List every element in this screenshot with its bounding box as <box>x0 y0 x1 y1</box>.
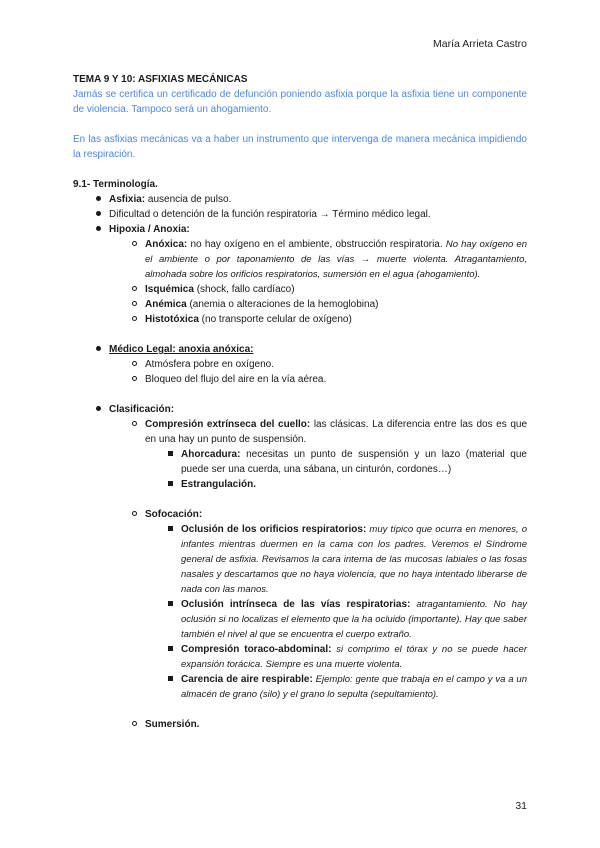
term-asfixia: Asfixia: <box>109 194 146 205</box>
list-item-histotoxica: Histotóxica (no transporte celular de oxígeno) <box>145 312 527 327</box>
square-bullet-icon <box>168 646 173 651</box>
list-item-sofocacion: Sofocación: <box>145 507 527 522</box>
circle-bullet-icon <box>132 376 137 381</box>
bullet-icon <box>96 346 101 351</box>
page-number: 31 <box>515 800 527 812</box>
list-item-ahorcadura: Ahorcadura: necesitas un punto de suspensión y un lazo (material que puede ser una cuerda, una sábana, un cinturón, cordones…) <box>181 447 527 477</box>
list-item-asfixia: Asfixia: ausencia de pulso. <box>109 192 527 207</box>
list-item-carencia: Carencia de aire respirable: Ejemplo: gente que trabaja en el campo y va a un almacén de grano (silo) y el grano lo sepulta (sepultamiento). <box>181 672 527 702</box>
bullet-icon <box>96 211 101 216</box>
list-item-estrangulacion: Estrangulación. <box>181 477 527 492</box>
list-item-compresion-toraco: Compresión toraco-abdominal: si comprimo el tórax y no se puede hacer expansión torácica. Siempre es una muerte violenta. <box>181 642 527 672</box>
section-heading: 9.1- Terminología. <box>73 179 158 190</box>
bullet-icon <box>96 406 101 411</box>
circle-bullet-icon <box>132 511 137 516</box>
circle-bullet-icon <box>132 316 137 321</box>
intro-paragraph-1: Jamás se certifica un certificado de defunción poniendo asfixia porque la asfixia tiene un componente de violencia. Tampoco será un ahogamiento. <box>73 89 527 115</box>
square-bullet-icon <box>168 451 173 456</box>
content-body <box>73 72 527 732</box>
list-item-oclusion-intrinseca: Oclusión intrínseca de las vías respiratorias: atragantamiento. No hay oclusión si no localizas el elemento que la ha ocluido (importante). Hay que saber también el nivel al que se encuentra el cuerpo extraño. <box>181 597 527 642</box>
list-item-compresion: Compresión extrínseca del cuello: las clásicas. La diferencia entre las dos es que en una hay un punto de suspensión. <box>145 417 527 447</box>
intro-paragraph-2: En las asfixias mecánicas va a haber un instrumento que intervenga de manera mecánica impidiendo la respiración. <box>73 134 527 160</box>
list-item-anoxica: Anóxica: no hay oxígeno en el ambiente, obstrucción respiratoria. No hay oxígeno en el ambiente o por taponamiento de las vías → muerte violenta. Atragantamiento, almohada sobre los orificios respiratorios, sumersión en el agua (ahogamiento). <box>145 237 527 282</box>
list-item-hipoxia: Hipoxia / Anoxia: <box>109 222 527 237</box>
list-item-isquemica: Isquémica (shock, fallo cardíaco) <box>145 282 527 297</box>
page-title: TEMA 9 Y 10: ASFIXIAS MECÁNICAS <box>73 74 248 85</box>
square-bullet-icon <box>168 676 173 681</box>
list-item-anemica: Anémica (anemia o alteraciones de la hemoglobina) <box>145 297 527 312</box>
bullet-icon <box>96 196 101 201</box>
list-item-bloqueo: Bloqueo del flujo del aire en la vía aérea. <box>145 372 527 387</box>
list-item-medico-legal: Médico Legal: anoxia anóxica: <box>109 342 527 357</box>
square-bullet-icon <box>168 526 173 531</box>
list-item-atmosfera: Atmósfera pobre en oxígeno. <box>145 357 527 372</box>
circle-bullet-icon <box>132 421 137 426</box>
circle-bullet-icon <box>132 361 137 366</box>
bullet-icon <box>96 226 101 231</box>
circle-bullet-icon <box>132 301 137 306</box>
list-item-dificultad: Dificultad o detención de la función respiratoria → Término médico legal. <box>109 207 527 222</box>
square-bullet-icon <box>168 481 173 486</box>
circle-bullet-icon <box>132 286 137 291</box>
circle-bullet-icon <box>132 241 137 246</box>
author-header: María Arrieta Castro <box>433 38 527 50</box>
square-bullet-icon <box>168 601 173 606</box>
list-item-sumersion: Sumersión. <box>145 717 527 732</box>
circle-bullet-icon <box>132 721 137 726</box>
list-item-oclusion-orificios: Oclusión de los orificios respiratorios: muy típico que ocurra en menores, o infantes mientras duermen en la cama con los padres. Veremos el Síndrome general de asfixia. Revisamos la cara interna de las mucosas labiales o las fosas nasales y descartamos que no haya violencia, que no haya intentado liberarse de nada con las manos. <box>181 522 527 597</box>
list-item-clasificacion: Clasificación: <box>109 402 527 417</box>
